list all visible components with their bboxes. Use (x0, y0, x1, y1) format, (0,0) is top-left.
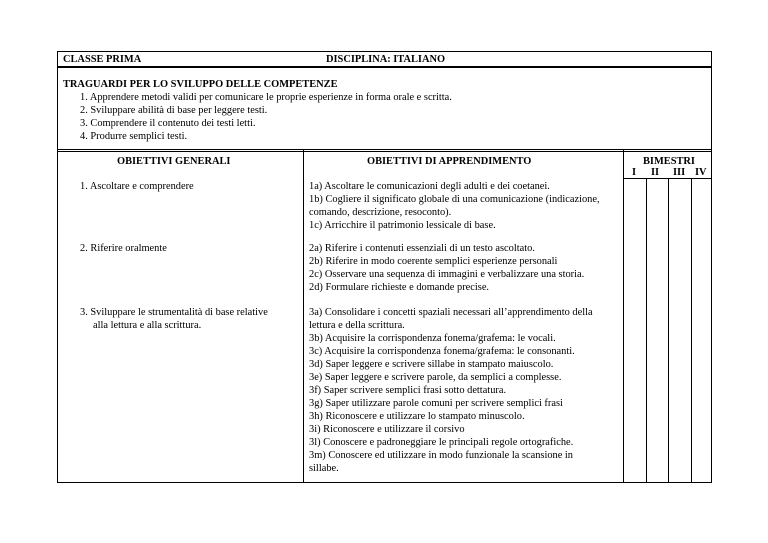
obiettivo-3g: 3g) Saper utilizzare parole comuni per scrivere semplici frasi (309, 398, 563, 409)
bimestre-III: III (673, 167, 686, 178)
traguardi-item-2: 2. Sviluppare abilità di base per leggere testi. (80, 105, 268, 116)
obiettivo-3d: 3d) Saper leggere e scrivere sillabe in stampato maiuscolo. (309, 359, 554, 370)
disciplina-label: DISCIPLINA: ITALIANO (326, 54, 446, 65)
col-header-apprendimento: OBIETTIVI DI APPRENDIMENTO (367, 156, 532, 167)
divider-bimestre-III-IV (691, 178, 692, 483)
obiettivo-2c: 2c) Osservare una sequenza di immagini e verbalizzare una storia. (309, 269, 585, 280)
col-header-generali: OBIETTIVI GENERALI (117, 156, 231, 167)
bimestre-I: I (632, 167, 637, 178)
obiettivo-3m-cont: sillabe. (309, 463, 339, 474)
obiettivo-3c: 3c) Acquisire la corrispondenza fonema/grafema: le consonanti. (309, 346, 575, 357)
traguardi-item-3: 3. Comprendere il contenuto dei testi letti. (80, 118, 256, 129)
obiettivo-2d: 2d) Formulare richieste e domande precise. (309, 282, 490, 293)
obiettivo-2a: 2a) Riferire i contenuti essenziali di un testo ascoltato. (309, 243, 535, 254)
obiettivo-3e: 3e) Saper leggere e scrivere parole, da semplici a complesse. (309, 372, 562, 383)
obiettivo-3a: 3a) Consolidare i concetti spaziali necessari all’apprendimento della (309, 307, 593, 318)
generale-3: 3. Sviluppare le strumentalità di base relative (80, 307, 268, 318)
divider-bimestre-II-III (668, 178, 669, 483)
divider-bimestre-I-II (646, 178, 647, 483)
generale-1: 1. Ascoltare e comprendere (80, 181, 194, 192)
obiettivo-3m: 3m) Conoscere ed utilizzare in modo funzionale la scansione in (309, 450, 574, 461)
obiettivo-3b: 3b) Acquisire la corrispondenza fonema/grafema: le vocali. (309, 333, 556, 344)
obiettivo-1a: 1a) Ascoltare le comunicazioni degli adulti e dei coetanei. (309, 181, 550, 192)
obiettivo-2b: 2b) Riferire in modo coerente semplici esperienze personali (309, 256, 558, 267)
traguardi-title: TRAGUARDI PER LO SVILUPPO DELLE COMPETENZE (63, 79, 338, 90)
classe-label: CLASSE PRIMA (63, 54, 142, 65)
divider-col-apprendimento (303, 149, 304, 483)
generale-2: 2. Riferire oralmente (80, 243, 167, 254)
traguardi-item-1: 1. Apprendere metodi validi per comunicare le proprie esperienze in forma orale e scritta. (80, 92, 452, 103)
obiettivo-1b: 1b) Cogliere il significato globale di una comunicazione (indicazione, (309, 194, 600, 205)
traguardi-item-4: 4. Produrre semplici testi. (80, 131, 188, 142)
obiettivo-3i: 3i) Riconoscere e utilizzare il corsivo (309, 424, 465, 435)
obiettivo-3a-cont: lettura e della scrittura. (309, 320, 405, 331)
obiettivo-3l: 3l) Conoscere e padroneggiare le principali regole ortografiche. (309, 437, 574, 448)
obiettivo-1c: 1c) Arricchire il patrimonio lessicale di base. (309, 220, 496, 231)
divider-col-bimestri (623, 149, 624, 483)
obiettivo-3f: 3f) Saper scrivere semplici frasi sotto dettatura. (309, 385, 507, 396)
bimestre-II: II (651, 167, 660, 178)
col-header-bimestri: BIMESTRI (643, 156, 695, 167)
generale-3-cont: alla lettura e alla scrittura. (93, 320, 202, 331)
obiettivo-1b-cont: comando, descrizione, resoconto). (309, 207, 452, 218)
obiettivo-3h: 3h) Riconoscere e utilizzare lo stampato minuscolo. (309, 411, 525, 422)
bimestre-IV: IV (695, 167, 707, 178)
